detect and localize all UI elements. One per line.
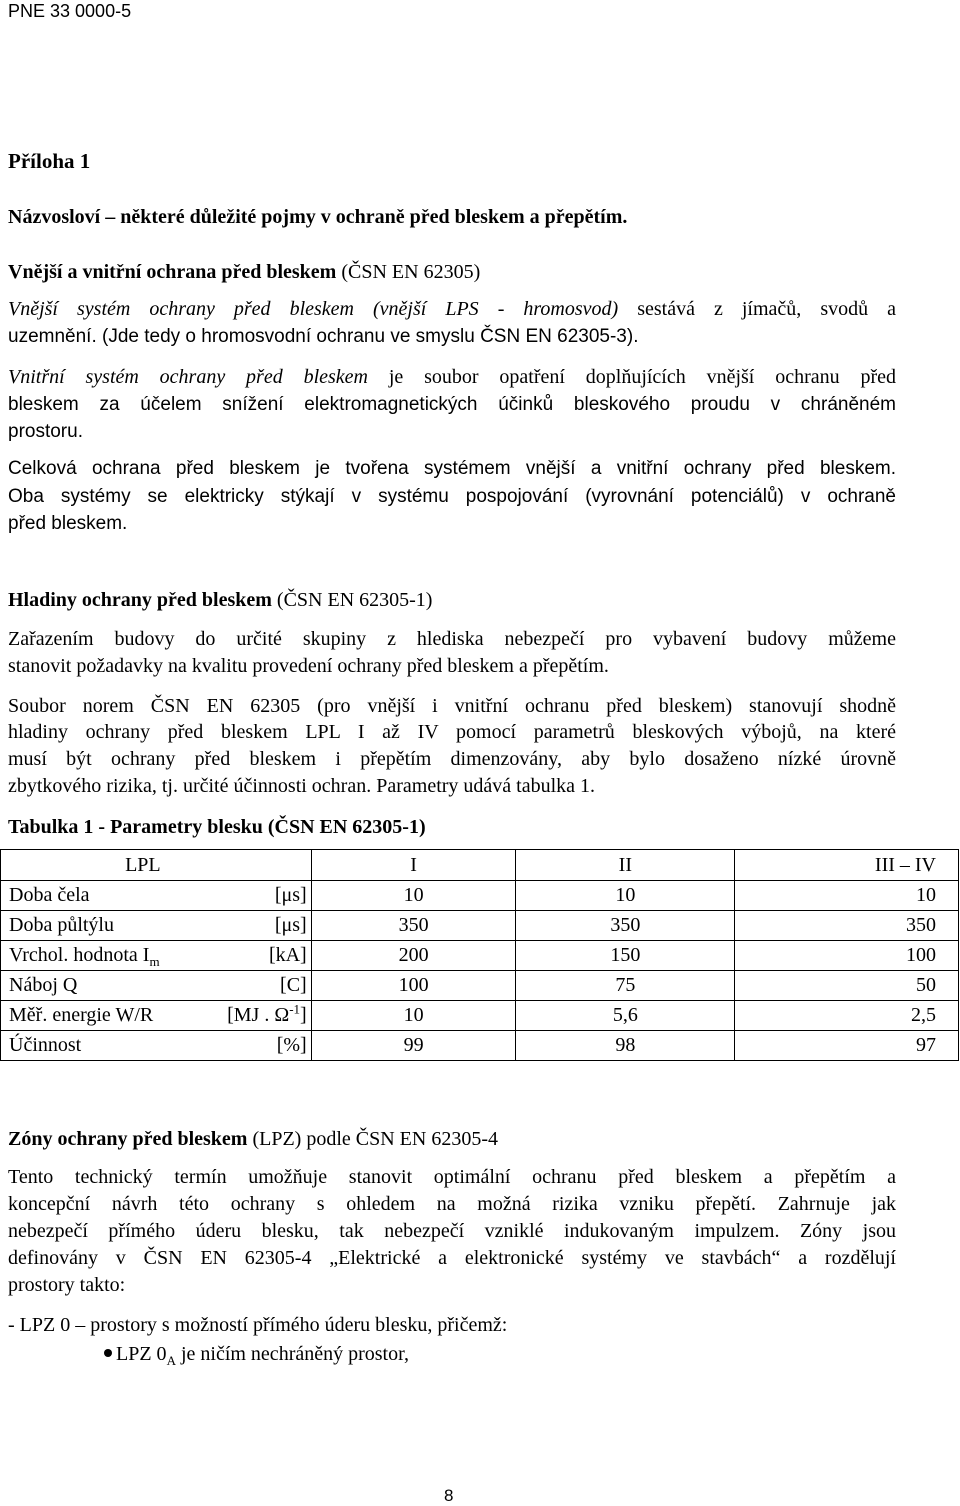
table-row [1,1031,959,1061]
text: je soubor opatření doplňujících vnější ochranu před [367,366,896,388]
row-label-cell [1,941,312,971]
heading-norm: (ČSN EN 62305-1) [271,589,433,611]
row-label-cell [1,971,312,1001]
paragraph-line: prostoru. [8,421,83,442]
table-cell: 10 [311,881,516,911]
row-label: Doba čela [9,884,90,906]
row-unit: [C] [280,974,307,996]
appendix-title: Příloha 1 [8,149,91,173]
row-label-subscript: m [149,954,160,969]
table-cell: 5,6 [516,1001,735,1031]
table-cell: 10 [516,881,735,911]
paragraph-line: Tento technický termín umožňuje stanovit optimální ochranu před bleskem a přepětím a [8,1166,896,1188]
table-row [1,941,959,971]
section-heading-external-internal [8,259,480,286]
paragraph-line: koncepční návrh této ochrany s ohledem na možná rizika vzniku přepětí. Zahrnuje jak [8,1193,896,1215]
row-unit: [kA] [268,944,307,966]
table-caption: Tabulka 1 - Parametry blesku (ČSN EN 62305-1) [8,816,426,838]
table-cell: 350 [735,911,959,941]
heading-bold: Hladiny ochrany před bleskem [8,589,272,611]
page-number: 8 [444,1486,454,1505]
row-label: Doba půltýlu [9,914,114,936]
heading-bold: Vnější a vnitřní ochrana před bleskem [8,261,337,283]
paragraph-line: zbytkového rizika, tj. určité účinnosti ochran. Parametry udává tabulka 1. [8,775,596,797]
table-row [1,1001,959,1031]
terminology-heading: Názvosloví – některé důležité pojmy v ochraně před bleskem a přepětím. [8,206,628,228]
table-cell: 150 [516,941,735,971]
paragraph-line: Celková ochrana před bleskem je tvořena systémem vnější a vnitřní ochrany před bleskem. [8,458,896,479]
bullet-pre: LPZ 0 [116,1343,167,1365]
bullet-subscript: A [166,1353,176,1368]
paragraph-line: stanovit požadavky na kvalitu provedení ochrany před bleskem a přepětím. [8,655,609,677]
heading-bold: Zóny ochrany před bleskem [8,1128,248,1150]
table-header-cell: II [516,850,735,881]
table-row [1,911,959,941]
row-unit [227,1001,307,1030]
paragraph-line: uzemnění. (Jde tedy o hromosvodní ochranu ve smyslu ČSN EN 62305-3). [8,326,639,347]
table-cell: 97 [735,1031,959,1061]
paragraph-line: Zařazením budovy do určité skupiny z hlediska nebezpečí pro vybavení budovy můžeme [8,628,896,650]
table-header-cell: I [311,850,516,881]
paragraph-line: musí být ochrany před bleskem i přepětím dimenzovány, aby bylo dosaženo nízké úrovně [8,748,896,770]
bullet-icon [104,1349,112,1357]
term-external-lps: Vnější systém ochrany před bleskem (vnější LPS - hromosvod) [8,298,619,320]
row-unit: [μs] [274,884,307,906]
paragraph-line: Soubor norem ČSN EN 62305 (pro vnější i vnitřní ochranu před bleskem) stanovují shodně [8,695,896,717]
row-unit: [%] [276,1034,307,1056]
unit-superscript: -1 [289,1001,301,1017]
text: sestává z jímačů, svodů a [618,298,896,320]
table-cell: 350 [311,911,516,941]
table-cell: 98 [516,1031,735,1061]
row-label-cell [1,881,312,911]
list-item-lpz0: - LPZ 0 – prostory s možností přímého úderu blesku, přičemž: [8,1314,508,1336]
paragraph-line: nebezpečí přímého úderu blesku, tak nebezpečí vzniklé indukovaným impulzem. Zóny jsou [8,1220,896,1242]
table-row [1,881,959,911]
table-header-cell: LPL [1,850,312,881]
row-label-cell [1,1031,312,1061]
table-cell: 50 [735,971,959,1001]
row-label-cell [1,911,312,941]
row-unit: [μs] [274,914,307,936]
table-cell: 10 [311,1001,516,1031]
paragraph-line [8,296,896,323]
paragraph-line: definovány v ČSN EN 62305-4 „Elektrické a elektronické systémy ve stavbách“ a rozdělují [8,1247,896,1269]
row-label: Účinnost [9,1034,82,1056]
unit-post: ] [300,1004,307,1026]
table-header-row [1,850,959,881]
table-header-cell: III – IV [735,850,959,881]
row-label: Náboj Q [9,974,78,996]
table-cell: 99 [311,1031,516,1061]
paragraph-line: bleskem za účelem snížení elektromagnetických účinků bleskového proudu v chráněném [8,394,896,415]
heading-norm: (ČSN EN 62305) [336,261,481,283]
paragraph-line: před bleskem. [8,513,128,534]
row-label [9,941,160,970]
bullet-item-lpz0a [104,1341,409,1368]
lightning-parameters-table [0,849,959,1061]
paragraph-line [8,364,896,391]
table-row [1,971,959,1001]
unit-pre: [MJ . Ω [227,1004,290,1026]
table-cell: 75 [516,971,735,1001]
row-label: Měř. energie W/R [9,1004,154,1026]
table-cell: 350 [516,911,735,941]
paragraph-line: hladiny ochrany před bleskem LPL I až IV pomocí parametrů bleskových výbojů, na které [8,721,896,743]
heading-norm: (LPZ) podle ČSN EN 62305-4 [247,1128,499,1150]
table-cell: 100 [735,941,959,971]
document-id: PNE 33 0000-5 [8,1,132,21]
table-cell: 100 [311,971,516,1001]
row-label-text: Vrchol. hodnota I [9,944,150,966]
section-heading-lpl [8,587,432,614]
bullet-post: je ničím nechráněný prostor, [175,1343,409,1365]
paragraph-line: Oba systémy se elektricky stýkají v systému pospojování (vyrovnání potenciálů) v ochraně [8,486,896,507]
row-label-cell [1,1001,312,1031]
table-cell: 10 [735,881,959,911]
table-cell: 2,5 [735,1001,959,1031]
paragraph-line: prostory takto: [8,1274,126,1296]
table-cell: 200 [311,941,516,971]
term-internal-lps: Vnitřní systém ochrany před bleskem [8,366,368,388]
section-heading-lpz [8,1126,498,1153]
